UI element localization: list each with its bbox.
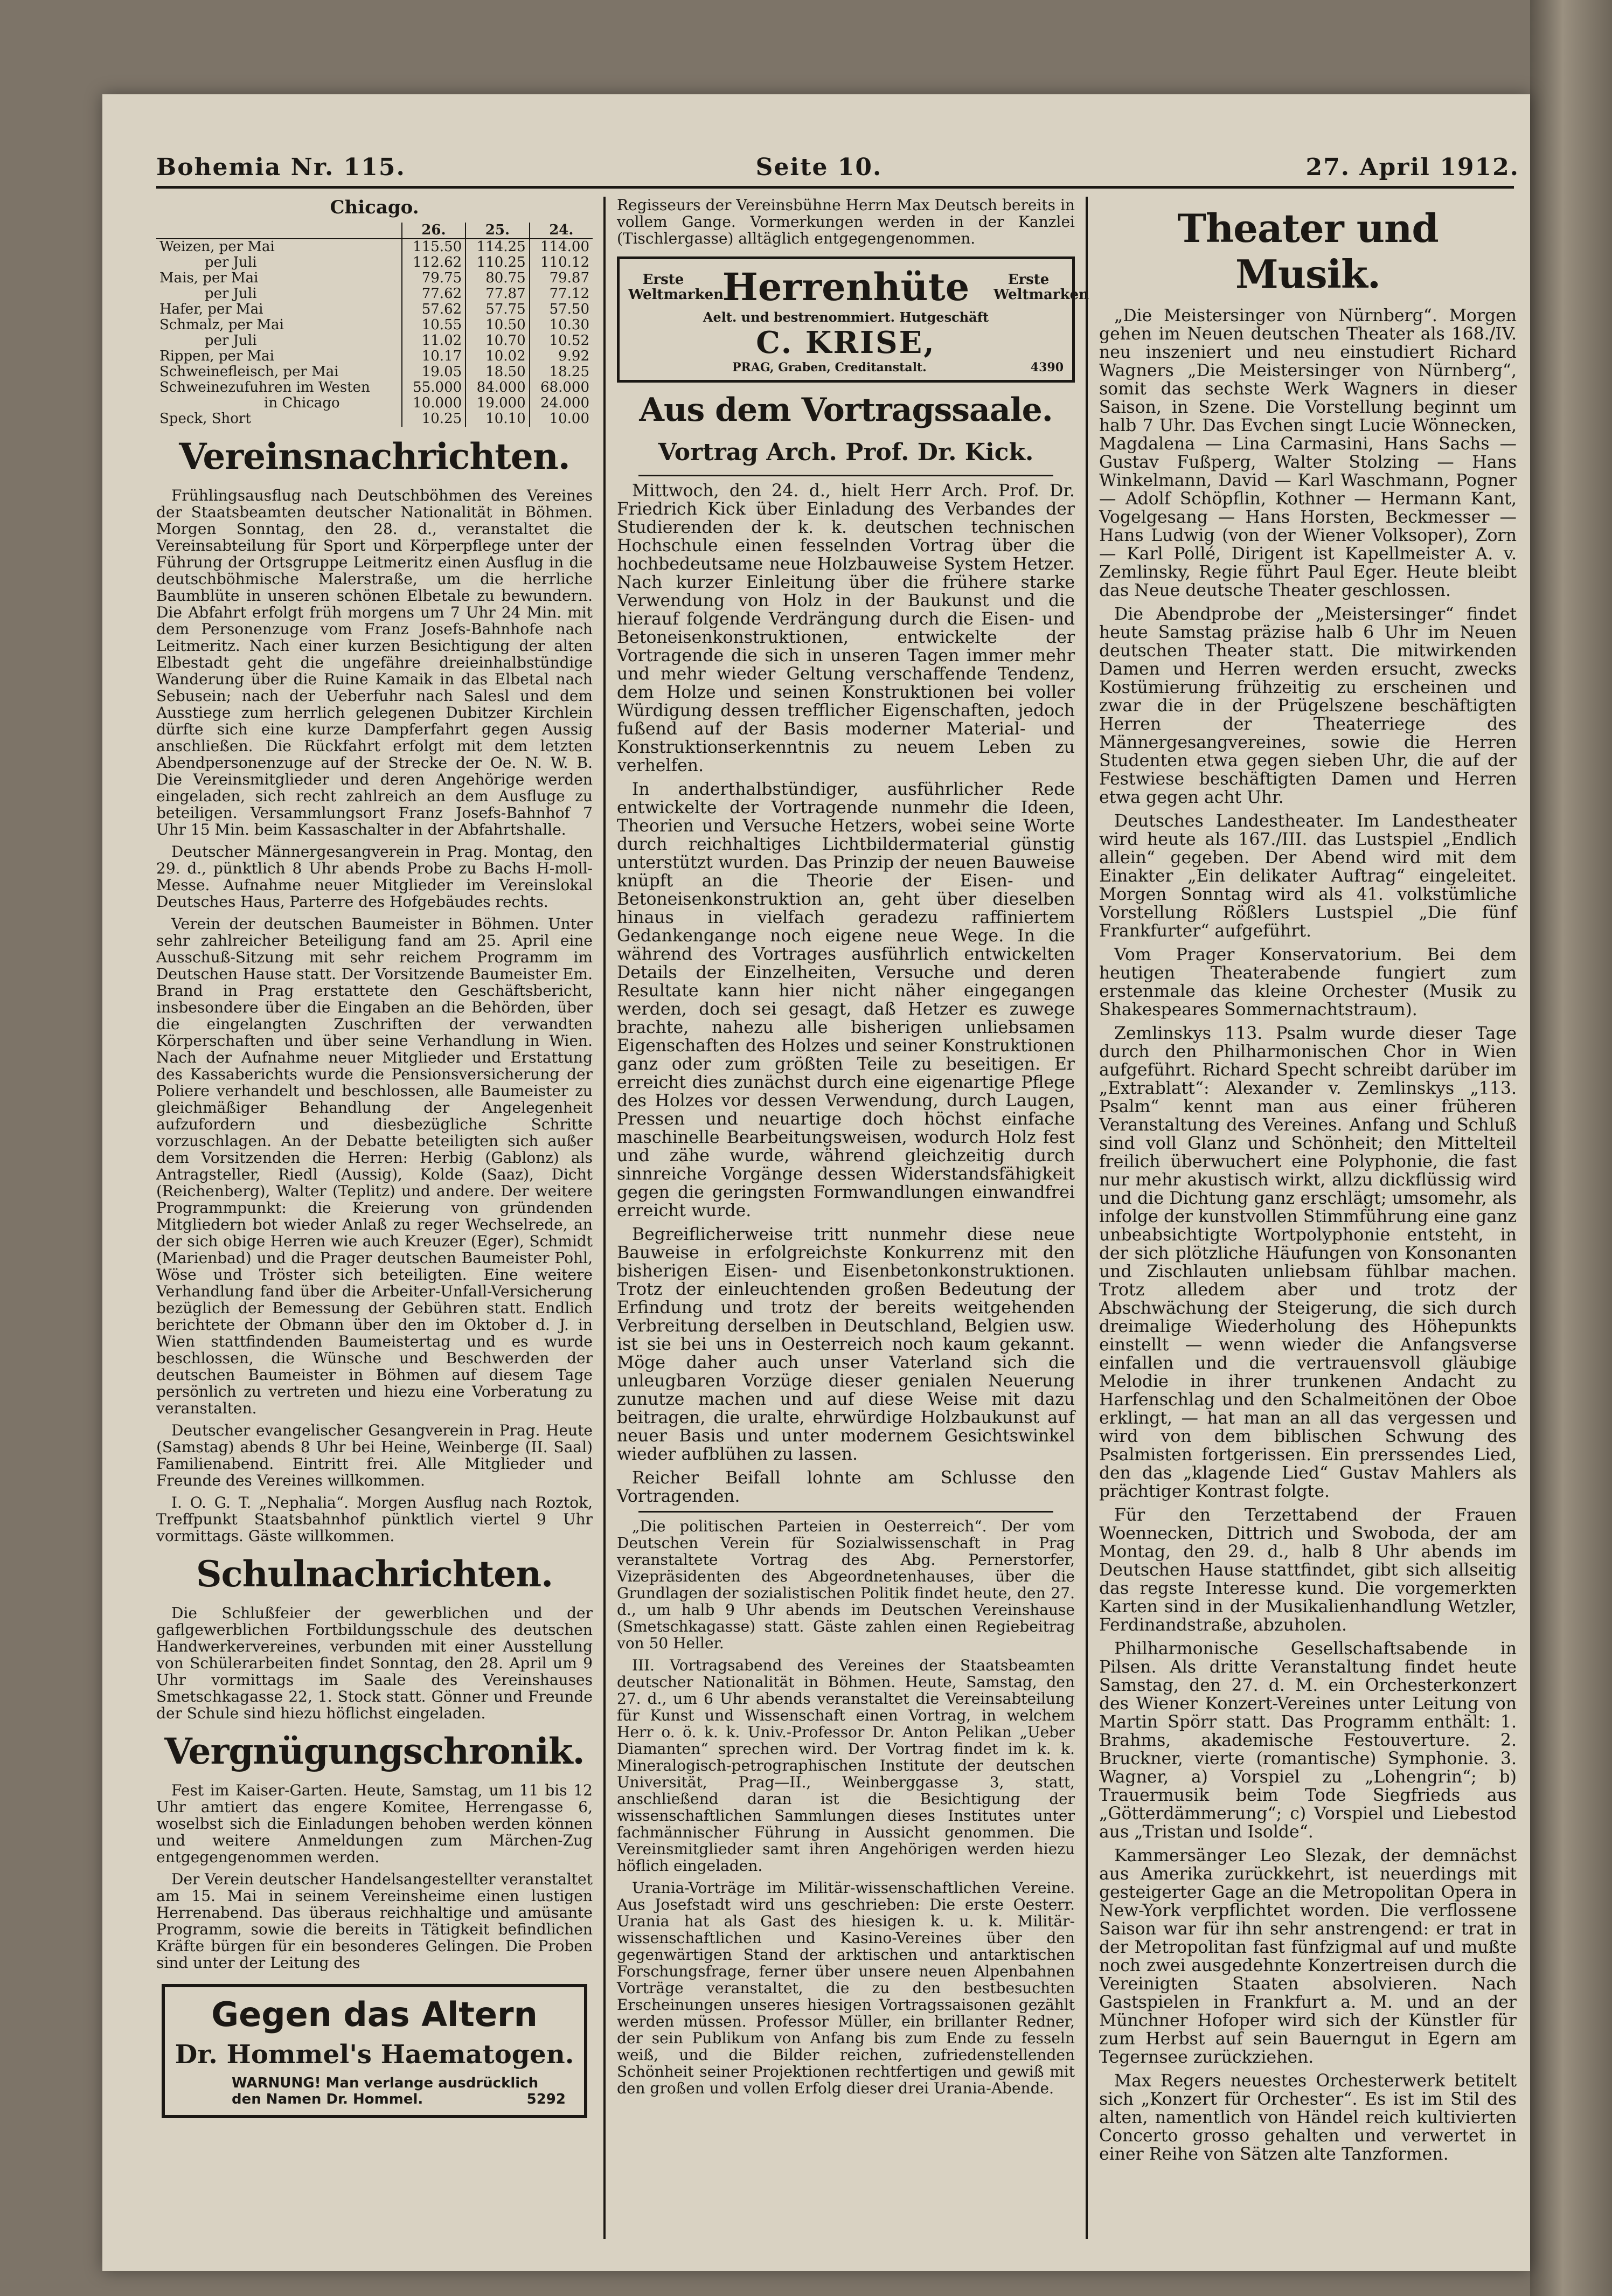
- ad-address: PRAG, Graben, Creditanstalt.: [732, 360, 927, 374]
- article-paragraph: Die Abendprobe der „Meistersinger“ findet heute Samstag präzise halb 6 Uhr im Neuen deutschen Theater statt. Die mitwirkenden Damen und Herren werden ersucht, zwecks Kostümierung frühzeitig zu erscheinen und zwar die in der Prügelszene beschäftigten Herren der Theaterriege des Männergesangvereines, sowie die Herren Studenten etwa gegen sieben Uhr, die auf der Festwiese beschäftigten Damen und Herren etwa gegen acht Uhr.: [1099, 605, 1517, 807]
- market-value: 57.75: [465, 302, 529, 317]
- market-value: 10.52: [530, 333, 593, 349]
- market-value: 110.25: [465, 255, 529, 270]
- market-value: 84.000: [465, 380, 529, 396]
- market-value: 18.25: [530, 364, 593, 380]
- column-3: [1099, 197, 1517, 2260]
- article-paragraph: „Die politischen Parteien in Oesterreich“. Der vom Deutschen Verein für Sozialwissenschaft in Prag veranstaltete Vortrag des Abg. Pernerstorfer, Vizepräsidenten des Abgeordnetenhauses, über die Grundlagen der sozialistischen Politik findet heute, den 27. d., um halb 9 Uhr abends im Deutschen Vereinshause (Smetschkagasse) statt. Gäste zahlen einen Regiebeitrag von 50 Heller.: [617, 1517, 1075, 1652]
- market-value: 77.62: [402, 286, 465, 302]
- article-paragraph: Deutscher evangelischer Gesangverein in Prag. Heute (Samstag) abends 8 Uhr bei Heine, Weinberge (II. Saal) Familienabend. Eintritt frei. Alle Mitglieder und Freunde des Vereines willkommen.: [156, 1421, 593, 1489]
- market-value: 79.87: [530, 270, 593, 286]
- market-value: 10.17: [402, 349, 465, 364]
- article-paragraph: Frühlingsausflug nach Deutschböhmen des Vereines der Staatsbeamten deutscher Nationalität in Böhmen. Morgen Sonntag, den 28. d., veranstaltet die Vereinsabteilung für Sport und Körperpflege unter der Führung der Ortsgruppe Leitmeritz einen Ausflug in die deutschböhmische Malerstraße, um die herrliche Baumblüte in unseren schönen Elbetale zu bewundern. Die Abfahrt erfolgt früh morgens um 7 Uhr 24 Min. mit dem Personenzuge vom Franz Josefs-Bahnhofe nach Leitmeritz. Nach einer kurzen Besichtigung der alten Elbestadt geht die ungefähre dreieinhalbstündige Wanderung über die Ruine Kamaik in das Elbetal nach Sebusein; nach der Ueberfuhr nach Salesl und dem Ausstiege zum herrlich gelegenen Dubitzer Kirchlein dürfte sich eine kurze Dampferfahrt gegen Aussig anschließen. Die Rückfahrt erfolgt mit dem letzten Abendpersonenzuge auf der Strecke der Oe. N. W. B. Die Vereinsmitglieder und deren Angehörige werden eingeladen, sich recht zahlreich an dem Ausfluge zu beteiligen. Versammlungsort Franz Josefs-Bahnhof 7 Uhr 15 Min. beim Kassaschalter in der Abfahrtshalle.: [156, 487, 593, 838]
- ad-side-label: [993, 271, 1089, 303]
- market-row-label: Schweinefleisch, per Mai: [159, 364, 339, 380]
- article-paragraph: Für den Terzettabend der Frauen Woennecken, Dittrich und Swoboda, der am Montag, den 29. d., halb 8 Uhr abends im Deutschen Hause stattfindet, gibt sich allseitig das regste Interesse kund. Die vorgemerkten Karten sind in der Musikalienhandlung Wetzler, Ferdinandstraße, abzuholen.: [1099, 1506, 1517, 1635]
- article-paragraph: Deutscher Männergesangverein in Prag. Montag, den 29. d., pünktlich 8 Uhr abends Probe zu Bachs H-moll-Messe. Aufnahme neuer Mitglieder im Vereinslokal Deutsches Haus, Parterre des Hofgebäudes rechts.: [156, 843, 593, 911]
- market-value: 10.25: [402, 411, 465, 427]
- article-paragraph: I. O. G. T. „Nephalia“. Morgen Ausflug nach Roztok, Treffpunkt Staatsbahnhof pünktlich viertel 9 Uhr vormittags. Gäste willkommen.: [156, 1494, 593, 1545]
- market-value: 77.87: [465, 286, 529, 302]
- market-row: [156, 317, 593, 333]
- market-value: 10.30: [530, 317, 593, 333]
- article-paragraph: Urania-Vorträge im Militär-wissenschaftlichen Vereine. Aus Josefstadt wird uns geschrieben: Die erste Oesterr. Urania hat als Gast des hiesigen k. u. k. Militär-wissenschaftlichen und Kasino-Vereines über den gegenwärtigen Stand der arktischen und antarktischen Forschungsfrage, ferner über unsere neuen Alpenbahnen Vorträge veranstaltet, die zu den bestbesuchten Erscheinungen unseres hiesigen Vortragssaisonen gezählt werden müssen. Professor Müller, ein brillanter Redner, der sein Publikum von Anfang bis zum Ende zu fesseln weiß, und die Bilder reichen, zufriedenstellenden Schönheit seiner Projektionen rechtfertigen und gewiß mit den großen und vollen Erfolg dieser drei Urania-Abende.: [617, 1879, 1075, 2097]
- market-value: 77.12: [530, 286, 593, 302]
- section-heading-theater: Theater und Musik.: [1177, 205, 1439, 297]
- market-value: 10.000: [402, 396, 465, 411]
- article-paragraph: Philharmonische Gesellschaftsabende in Pilsen. Als dritte Veranstaltung findet heute Samstag, den 27. d. M. ein Orchesterkonzert des Wiener Konzert-Vereines unter Leitung von Martin Spörr statt. Das Programm enthält: 1. Brahms, akademische Festouverture. 2. Bruckner, vierte (romantische) Symphonie. 3. Wagner, a) Vorspiel zu „Lohengrin“; b) Trauermusik beim Tode Siegfrieds aus „Götterdämmerung“; c) Vorspiel und Liebestod aus „Tristan und Isolde“.: [1099, 1639, 1517, 1842]
- ad-warning-name-text: den Namen Dr. Hommel.: [232, 2091, 423, 2107]
- ad-title-row: [628, 265, 1089, 309]
- subheading-rule: [638, 475, 1053, 476]
- market-row: [156, 349, 593, 364]
- article-subheading: Vortrag Arch. Prof. Dr. Kick.: [658, 439, 1034, 466]
- market-value: 10.55: [402, 317, 465, 333]
- ad-title: Herrenhüte: [722, 265, 970, 309]
- market-value: 19.05: [402, 364, 465, 380]
- article-paragraph: Kammersänger Leo Slezak, der demnächst aus Amerika zurückkehrt, ist neuerdings mit gesteigerter Gage an die Metropolitan Opera in New-York verpflichtet worden. Die verflossene Saison war für ihn sehr anstrengend: er trat in der Metropolitan fast fünfzigmal auf und mußte noch zwei ausgedehnte Konzertreisen durch die Vereinigten Staaten absolvieren. Nach Gastspielen in Frankfurt a. M. und an der Münchner Hofoper wird sich der Künstler für zum Herbst auf sein Bauerngut in Egern am Tegernsee zurückziehen.: [1099, 1846, 1517, 2067]
- market-value: 10.50: [465, 317, 529, 333]
- section-heading-vereinsnachrichten: Vereinsnachrichten.: [179, 435, 570, 477]
- article-paragraph: Verein der deutschen Baumeister in Böhmen. Unter sehr zahlreicher Beteiligung fand am 25. April eine Ausschuß-Sitzung mit sehr reichem Programm im Deutschen Hause statt. Der Vorsitzende Baumeister Em. Brand in Prag erstattete den Geschäftsbericht, insbesondere über die Eingaben an die Behörden, über die eingelangten Zuschriften der verwandten Körperschaften und über seine Verhandlung in Wien. Nach der Aufnahme neuer Mitglieder und Erstattung des Kassaberichts wurde die Pensionsversicherung der Poliere verhandelt und beschlossen, alle Baumeister zu gleichmäßiger Behandlung der Angelegenheit aufzufordern und diesbezügliche Schritte vorzuschlagen. An der Debatte beteiligten sich außer dem Vorsitzenden die Herren: Herbig (Gablonz) als Antragsteller, Riedl (Aussig), Kolde (Saaz), Dicht (Reichenberg), Walter (Teplitz) und andere. Der weitere Programmpunkt: die Kreierung von gründenden Mitgliedern bot wieder Anlaß zu reger Wechselrede, an der sich obige Herren wie auch Kreuzer (Eger), Schmidt (Marienbad) und die Prager deutschen Baumeister Pohl, Wöse und Tröster sich beteiligten. Eine weitere Verhandlung fand über die Arbeiter-Unfall-Versicherung bezüglich der Bemessung der Gebühren statt. Endlich berichtete der Obmann über den im Oktober d. J. in Wien stattfindenden Baumeistertag und es wurde beschlossen, die Wünsche und Beschwerden der deutschen Baumeister in Böhmen auf diesem Tage persönlich zu vertreten und hiezu eine Vorberatung zu veranstalten.: [156, 915, 593, 1417]
- market-value: 57.62: [402, 302, 465, 317]
- market-row-label: Hafer, per Mai: [159, 301, 263, 317]
- section-heading-vergnuegungschronik: Vergnügungschronik.: [164, 1730, 585, 1772]
- market-value: 10.00: [530, 411, 593, 427]
- market-value: 11.02: [402, 333, 465, 349]
- market-value: 24.000: [530, 396, 593, 411]
- article-paragraph: Die Schlußfeier der gewerblichen und der gaflgewerblichen Fortbildungsschule des deutschen Handwerkervereines, verbunden mit einer Ausstellung von Schülerarbeiten findet Sonntag, den 28. April um 9 Uhr vormittags im Saale des Vereinshauses Smetschkagasse 22, 1. Stock statt. Gönner und Freunde der Schule sind hiezu höflichst eingeladen.: [156, 1604, 593, 1722]
- market-value: 10.70: [465, 333, 529, 349]
- section-rule: [638, 1511, 1053, 1513]
- newspaper-page: [102, 94, 1530, 2271]
- market-value: 10.10: [465, 411, 529, 427]
- market-row: [156, 411, 593, 427]
- article-paragraph: Regisseurs der Vereinsbühne Herrn Max Deutsch bereits in vollem Gange. Vormerkungen werden in der Kanzlei (Tischlergasse) alltäglich entgegengenommen.: [617, 196, 1075, 247]
- article-paragraph: In anderthalbstündiger, ausführlicher Rede entwickelte der Vortragende nunmehr die Ideen, Theorien und Versuche Hetzers, wobei seine Worte durch reichhaltiges Lichtbildermaterial günstig unterstützt wurden. Das Prinzip der neuen Bauweise knüpft an die Theorie der Eisen- und Betoneisenkonstruktion an, geht über dieselben hinaus in vielfach geradezu raffiniertem Gedankengange noch eigene neue Wege. In die während des Vortrages ausführlich entwickelten Details der Einzelheiten, Versuche und deren Resultate kann hier nicht näher eingegangen werden, doch sei gesagt, daß Hetzer es zuwege brachte, nahezu alle bisherigen unliebsamen Eigenschaften des Holzes und seiner Konstruktionen ganz oder zum größten Teile zu beseitigen. Er erreicht dies zunächst durch eine eigenartige Pflege des Holzes vor dessen Verwendung, durch Laugen, Pressen und neuartige doch höchst einfache maschinelle Bearbeitungsweisen, wodurch Holz fest und zähe wurde, während gleichzeitig durch sinnreiche Vorgänge dessen Widerstandsfähigkeit gegen die geringsten Formwandlungen einwandfrei erreicht wurde.: [617, 780, 1075, 1220]
- article-paragraph: Fest im Kaiser-Garten. Heute, Samstag, um 11 bis 12 Uhr amtiert das engere Komitee, Herrengasse 6, woselbst sich die Einladungen behoben werden können und weitere Anmeldungen zum Märchen-Zug entgegengenommen werden.: [156, 1781, 593, 1866]
- market-row-label: Speck, Short: [159, 411, 251, 427]
- ad-side-text: Weltmarken: [628, 286, 724, 303]
- column-2: [617, 196, 1089, 2260]
- market-value: 68.000: [530, 380, 593, 396]
- section-heading-schulnachrichten: Schulnachrichten.: [196, 1553, 553, 1595]
- market-row: [156, 333, 593, 349]
- market-row: [156, 364, 593, 380]
- market-table: [156, 223, 593, 427]
- market-value: 57.50: [530, 302, 593, 317]
- market-header-row: [156, 223, 593, 239]
- page-header-left: Bohemia Nr. 115.: [156, 154, 406, 181]
- market-col-head: 24.: [530, 223, 593, 239]
- article-paragraph: Deutsches Landestheater. Im Landestheater wird heute als 167./III. das Lustspiel „Endlich allein“ gegeben. Der Abend wird mit dem Einakter „Ein delikater Auftrag“ eingeleitet. Morgen Sonntag wird als 41. volkstümliche Vorstellung Rößlers Lustspiel „Die fünf Frankfurter“ aufgeführt.: [1099, 811, 1517, 941]
- ad-side-text: Weltmarken: [993, 286, 1089, 303]
- market-value: 55.000: [402, 380, 465, 396]
- article-paragraph: Reicher Beifall lohnte am Schlusse den Vortragenden.: [617, 1468, 1075, 1506]
- market-value: 10.02: [465, 349, 529, 364]
- market-value: 80.75: [465, 270, 529, 286]
- market-value: 79.75: [402, 270, 465, 286]
- market-row: [156, 239, 593, 255]
- section-heading-vortragssaale: Aus dem Vortragssaale.: [639, 391, 1053, 429]
- market-row-label: Rippen, per Mai: [159, 348, 275, 364]
- market-value: 110.12: [530, 255, 593, 270]
- page-number: Seite 10.: [755, 154, 883, 181]
- market-col-head: 25.: [465, 223, 529, 239]
- market-row-label: in Chicago: [264, 395, 340, 411]
- market-row-label: Schmalz, per Mai: [159, 317, 284, 333]
- header-rule: [156, 186, 1514, 189]
- article-paragraph: Mittwoch, den 24. d., hielt Herr Arch. Prof. Dr. Friedrich Kick über Einladung des Verbandes der Studierenden der k. k. deutschen technischen Hochschule einen fesselnden Vortrag über die hochbedeutsame neue Holzbauweise System Hetzer. Nach kurzer Einleitung über die frühere starke Verwendung von Holz in der Baukunst und die hierauf folgende Verdrängung durch die Eisen- und Betoneisenkonstruktionen, entwickelte der Vortragende die sich in unseren Tagen immer mehr und mehr wieder Geltung verschaffende Tendenz, dem Holze und seinen Konstruktionen bei voller Würdigung dessen trefflicher Eigenschaften, jedoch fußend auf der Basis moderner Material- und Konstruktionserkenntnis zu neuem Leben zu verhelfen.: [617, 481, 1075, 775]
- market-row-label: per Juli: [205, 286, 257, 302]
- market-value: 114.25: [465, 239, 529, 255]
- ad-number: 5292: [526, 2091, 566, 2107]
- market-col-head: 26.: [402, 223, 465, 239]
- advertisement-herrenhuete: [617, 256, 1089, 383]
- ad-side-text: Erste: [1008, 271, 1050, 288]
- ad-address-row: [628, 360, 1064, 374]
- ad-side-label: [628, 271, 724, 303]
- ad-company: C. KRISE,: [756, 325, 936, 360]
- book-gutter: [1530, 0, 1612, 2296]
- market-row: [156, 255, 593, 270]
- market-row-label: Schweinezufuhren im Westen: [159, 379, 370, 396]
- market-row-label: Mais, per Mai: [159, 270, 259, 286]
- article-paragraph: III. Vortragsabend des Vereines der Staatsbeamten deutscher Nationalität in Böhmen. Heute, Samstag, den 27. d., um 6 Uhr abends veranstaltet die Vereinsabteilung für Kunst und Wissenschaft einen Vortrag, in welchem Herr o. ö. k. k. Univ.-Professor Dr. Anton Pelikan „Ueber Diamanten“ sprechen wird. Der Vortrag findet im k. k. Mineralogisch-petrographischen Institute der deutschen Universität, Prag—II., Weinberggasse 3, statt, anschließend daran ist die Besichtigung der wissenschaftlichen Sammlungen dieses Institutes unter fachmännischer Führung in Aussicht genommen. Die Vereinsmitglieder samt ihren Angehörigen werden hiezu höflich eingeladen.: [617, 1656, 1075, 1875]
- advertisement-haematogen: [162, 1984, 587, 2118]
- ad-product: Dr. Hommel's Haematogen.: [175, 2040, 574, 2070]
- market-value: 112.62: [402, 255, 465, 270]
- article-paragraph: Vom Prager Konservatorium. Bei dem heutigen Theaterabende fungiert zum erstenmale das kleine Orchester (Musik zu Shakespeares Sommernachtstraum).: [1099, 945, 1517, 1019]
- article-paragraph: „Die Meistersinger von Nürnberg“. Morgen gehen im Neuen deutschen Theater als 168./IV. neu inszeniert und neu einstudiert Richard Wagners „Die Meistersinger von Nürnberg“, somit das sechste Werk Wagners in dieser Saison, in Szene. Die Vorstellung beginnt um halb 7 Uhr. Das Evchen singt Lucie Wönnecken, Magdalena — Lina Carmasini, Hans Sachs — Gustav Fußperg, Walter Stolzing — Hans Winkelmann, David — Karl Waschmann, Pogner — Adolf Schöpflin, Kothner — Hermann Kant, Vogelgesang — Hans Horsten, Beckmesser — Hans Ludwig (von der Wiener Volksoper), Zorn — Karl Pollé, Dirigent ist Kapellmeister A. v. Zemlinsky, Regie führt Paul Eger. Heute bleibt das Neue deutsche Theater geschlossen.: [1099, 306, 1517, 600]
- market-row-label: Weizen, per Mai: [159, 239, 275, 255]
- market-row: [156, 302, 593, 317]
- market-title: Chicago.: [330, 197, 419, 218]
- market-row: [156, 380, 593, 396]
- ad-warning: WARNUNG! Man verlange ausdrücklich: [232, 2075, 539, 2091]
- ad-warning-name: [232, 2091, 576, 2107]
- market-value: 18.50: [465, 364, 529, 380]
- market-row-label: per Juli: [205, 332, 257, 349]
- column-rule-1: [603, 197, 606, 2239]
- article-paragraph: Max Regers neuestes Orchesterwerk betitelt sich „Konzert für Orchester“. Es ist im Stil des alten, namentlich von Händel reich kultivierten Concerto grosso gehalten und verwertet in einer Reihe von Sätzen alte Tanzformen.: [1099, 2071, 1517, 2164]
- ad-side-text: Erste: [642, 271, 684, 288]
- ad-number: 4390: [1030, 360, 1064, 374]
- article-paragraph: Der Verein deutscher Handelsangestellter veranstaltet am 15. Mai in seinem Vereinsheime einen lustigen Herrenabend. Das überaus reichhaltige und amüsante Programm, sowie die bereits in Tätigkeit befindlichen Kräfte bürgen für ein besonderes Gelingen. Die Proben sind unter der Leitung des: [156, 1870, 593, 1972]
- market-row: [156, 270, 593, 286]
- article-paragraph: Begreiflicherweise tritt nunmehr diese neue Bauweise in erfolgreichste Konkurrenz mit den bisherigen Eisen- und Eisenbetonkonstruktionen. Trotz der einleuchtenden großen Bedeutung der Erfindung und trotz der bereits weitgehenden Verbreitung derselben in Deutschland, Belgien usw. ist sie bei uns in Oesterreich noch kaum gekannt. Möge daher auch unser Vaterland sich die unleugbaren Vorzüge dieser genialen Neuerung zunutze machen und auf diese Weise mit dazu beitragen, die uralte, ehrwürdige Holzbaukunst auf neuer Basis und unter modernem Gesichtswinkel wieder aufblühen zu lassen.: [617, 1225, 1075, 1464]
- page-date: 27. April 1912.: [1305, 154, 1519, 181]
- market-row: [156, 396, 593, 411]
- market-value: 19.000: [465, 396, 529, 411]
- market-row-label: per Juli: [205, 254, 257, 270]
- ad-headline: Gegen das Altern: [211, 1995, 538, 2034]
- market-value: 114.00: [530, 239, 593, 255]
- market-row: [156, 286, 593, 302]
- ad-subtitle: Aelt. und bestrenommiert. Hutgeschäft: [703, 309, 989, 325]
- column-rule-2: [1086, 197, 1088, 2239]
- column-1: [156, 197, 593, 2260]
- market-value: 9.92: [530, 349, 593, 364]
- article-paragraph: Zemlinskys 113. Psalm wurde dieser Tage durch den Philharmonischen Chor in Wien aufgeführt. Richard Specht schreibt darüber im „Extrablatt“: Alexander v. Zemlinskys „113. Psalm“ kennt man aus einer früheren Veranstaltung des Vereines. Anfang und Schluß sind voll Glanz und Schönheit; den Mittelteil freilich überwuchert eine Polyphonie, die fast nur mehr akustisch wirkt, allzu dickflüssig wird und die Dichtung ganz erschlägt; umsomehr, als infolge der kunstvollen Stimmführung eine ganz unbeabsichtigte Wortpolyphonie entsteht, in der sich plötzliche Häufungen von Konsonanten und Zischlauten unliebsam fühlbar machen. Trotz alledem aber und trotz der Abschwächung der Steigerung, die sich durch dreimalige Wiederholung des Höhepunkts einstellt — wenn wieder die Anfangsverse einfallen und die vertrauensvoll gläubige Melodie in ihrer trunkenen Andacht zu Harfenschlag und den Schalmeitönen der Oboe erklingt, — hat man an all das vergessen und wird von dem biblischen Schwung des Psalmisten fortgerissen. Ein prerssendes Lied, den das „klagende Lied“ Gustav Mahlers als prächtiger Kontrast folgte.: [1099, 1024, 1517, 1501]
- market-value: 115.50: [402, 239, 465, 255]
